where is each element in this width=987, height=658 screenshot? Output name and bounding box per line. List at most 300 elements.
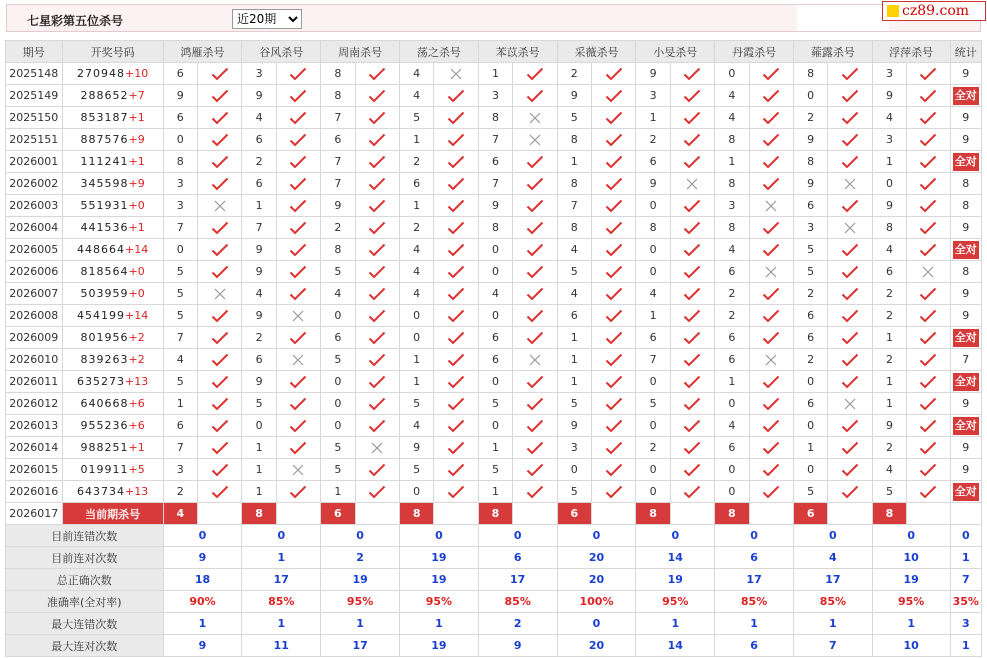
- draw-plus: +1: [128, 221, 145, 234]
- period-cell: 2026009: [6, 327, 63, 349]
- draw-code-cell: [62, 261, 163, 283]
- blank-cell: [907, 503, 950, 525]
- check-icon: [355, 129, 399, 151]
- kill-number-cell: 4: [400, 261, 434, 283]
- cross-icon: [907, 261, 950, 283]
- check-icon: [828, 371, 872, 393]
- draw-code-cell: [62, 151, 163, 173]
- column-header: 小旻杀号: [636, 41, 715, 63]
- cross-icon: [276, 349, 320, 371]
- kill-number-cell: 6: [163, 107, 197, 129]
- draw-code-cell: [62, 327, 163, 349]
- kill-number-cell: 1: [872, 327, 906, 349]
- draw-code-cell: [62, 393, 163, 415]
- check-icon: [749, 459, 793, 481]
- period-cell: 2026007: [6, 283, 63, 305]
- period-select[interactable]: [232, 9, 302, 29]
- kill-number-cell: 2: [872, 437, 906, 459]
- check-icon: [276, 283, 320, 305]
- period-cell: 2026003: [6, 195, 63, 217]
- kill-number-cell: 6: [321, 129, 355, 151]
- check-icon: [197, 349, 241, 371]
- current-kill-number: 8: [636, 503, 670, 525]
- table-row: [6, 261, 982, 283]
- summary-value: 20: [557, 635, 636, 657]
- kill-number-cell: 0: [793, 85, 827, 107]
- check-icon: [828, 415, 872, 437]
- current-kill-number: 8: [478, 503, 512, 525]
- header-strip: [797, 5, 889, 31]
- check-icon: [434, 173, 478, 195]
- current-kill-number: 8: [872, 503, 906, 525]
- check-icon: [591, 283, 635, 305]
- check-icon: [276, 195, 320, 217]
- check-icon: [355, 371, 399, 393]
- column-header: 丹霞杀号: [715, 41, 794, 63]
- kill-number-cell: 7: [478, 129, 512, 151]
- check-icon: [434, 459, 478, 481]
- summary-value: 17: [321, 635, 400, 657]
- check-icon: [907, 481, 950, 503]
- kill-number-cell: 2: [793, 349, 827, 371]
- summary-value: 20: [557, 569, 636, 591]
- site-logo[interactable]: [882, 1, 986, 21]
- cross-icon: [749, 261, 793, 283]
- kill-number-cell: 4: [715, 107, 749, 129]
- draw-code: 019911: [80, 463, 129, 476]
- summary-value: 14: [636, 547, 715, 569]
- check-icon: [591, 305, 635, 327]
- draw-code: 640668: [80, 397, 129, 410]
- summary-label: 目前连错次数: [6, 525, 164, 547]
- column-header: 周南杀号: [321, 41, 400, 63]
- check-icon: [670, 85, 714, 107]
- check-icon: [434, 217, 478, 239]
- stat-cell: [950, 85, 981, 107]
- summary-value: 20: [557, 547, 636, 569]
- kill-number-cell: 5: [400, 107, 434, 129]
- kill-number-cell: 6: [321, 327, 355, 349]
- check-icon: [197, 85, 241, 107]
- check-icon: [749, 107, 793, 129]
- kill-number-cell: 4: [400, 85, 434, 107]
- check-icon: [591, 393, 635, 415]
- column-header: 鸿雁杀号: [163, 41, 242, 63]
- draw-plus: +6: [128, 419, 145, 432]
- logo-square-icon: [887, 5, 899, 17]
- summary-value: 1: [321, 613, 400, 635]
- draw-code-cell: [62, 305, 163, 327]
- kill-number-cell: 0: [321, 393, 355, 415]
- kill-number-cell: 9: [242, 239, 276, 261]
- column-header: 采薇杀号: [557, 41, 636, 63]
- kill-number-cell: 6: [715, 327, 749, 349]
- kill-number-cell: 0: [636, 239, 670, 261]
- kill-number-cell: 5: [872, 481, 906, 503]
- kill-number-cell: 0: [636, 195, 670, 217]
- table-row: [6, 195, 982, 217]
- kill-number-cell: 5: [400, 459, 434, 481]
- all-correct-badge: 全对: [953, 373, 979, 391]
- check-icon: [828, 129, 872, 151]
- check-icon: [355, 195, 399, 217]
- kill-number-cell: 8: [321, 63, 355, 85]
- check-icon: [828, 63, 872, 85]
- draw-code-cell: [62, 217, 163, 239]
- check-icon: [591, 459, 635, 481]
- period-cell: 2026006: [6, 261, 63, 283]
- summary-value: 19: [636, 569, 715, 591]
- kill-number-cell: 0: [321, 415, 355, 437]
- table-row: [6, 481, 982, 503]
- summary-value: 11: [242, 635, 321, 657]
- check-icon: [907, 371, 950, 393]
- table-row: [6, 283, 982, 305]
- check-icon: [197, 437, 241, 459]
- check-icon: [513, 85, 557, 107]
- check-icon: [276, 107, 320, 129]
- summary-value: 1: [793, 613, 872, 635]
- blank-cell: [749, 503, 793, 525]
- kill-number-cell: 9: [242, 85, 276, 107]
- summary-value: 85%: [478, 591, 557, 613]
- summary-value: 0: [400, 525, 479, 547]
- check-icon: [591, 415, 635, 437]
- check-icon: [907, 195, 950, 217]
- check-icon: [355, 283, 399, 305]
- stat-cell: [950, 327, 981, 349]
- kill-number-cell: 3: [163, 173, 197, 195]
- kill-number-cell: 0: [715, 459, 749, 481]
- table-row: [6, 85, 982, 107]
- column-header: 浮萍杀号: [872, 41, 950, 63]
- draw-code-cell: [62, 239, 163, 261]
- summary-label: 最大连对次数: [6, 635, 164, 657]
- kill-number-cell: 7: [557, 195, 591, 217]
- kill-number-cell: 1: [163, 393, 197, 415]
- stat-cell: 9: [950, 437, 981, 459]
- summary-value: 85%: [715, 591, 794, 613]
- kill-number-cell: 0: [793, 371, 827, 393]
- draw-code: 111241: [80, 155, 129, 168]
- draw-code-cell: [62, 437, 163, 459]
- check-icon: [828, 349, 872, 371]
- kill-number-cell: 2: [715, 283, 749, 305]
- summary-value: 17: [715, 569, 794, 591]
- check-icon: [513, 217, 557, 239]
- stat-cell: 9: [950, 459, 981, 481]
- table-row: [6, 459, 982, 481]
- current-kill-label: 当前期杀号: [62, 503, 163, 525]
- cross-icon: [513, 107, 557, 129]
- period-cell: 2026012: [6, 393, 63, 415]
- kill-number-cell: 4: [163, 349, 197, 371]
- column-header: 荡之杀号: [400, 41, 479, 63]
- kill-number-cell: 2: [321, 217, 355, 239]
- check-icon: [355, 349, 399, 371]
- kill-number-cell: 2: [793, 283, 827, 305]
- kill-number-cell: 6: [715, 261, 749, 283]
- kill-number-cell: 0: [715, 63, 749, 85]
- summary-value: 17: [793, 569, 872, 591]
- check-icon: [591, 151, 635, 173]
- cross-icon: [828, 393, 872, 415]
- cross-icon: [197, 283, 241, 305]
- table-row: [6, 239, 982, 261]
- summary-value: 19: [400, 547, 479, 569]
- check-icon: [276, 63, 320, 85]
- summary-value: 9: [478, 635, 557, 657]
- kill-number-cell: 7: [478, 173, 512, 195]
- kill-number-cell: 5: [321, 459, 355, 481]
- check-icon: [434, 349, 478, 371]
- period-cell: 2026014: [6, 437, 63, 459]
- table-header-row: [6, 41, 982, 63]
- kill-number-cell: 6: [400, 173, 434, 195]
- kill-number-cell: 7: [163, 327, 197, 349]
- kill-number-cell: 1: [400, 371, 434, 393]
- all-correct-badge: 全对: [953, 329, 979, 347]
- check-icon: [355, 239, 399, 261]
- kill-number-cell: 0: [715, 393, 749, 415]
- summary-value: 10: [872, 635, 950, 657]
- cross-icon: [434, 63, 478, 85]
- kill-number-cell: 2: [400, 217, 434, 239]
- summary-value: 0: [636, 525, 715, 547]
- summary-value: 1: [400, 613, 479, 635]
- kill-number-cell: 3: [636, 85, 670, 107]
- cross-icon: [197, 195, 241, 217]
- check-icon: [907, 85, 950, 107]
- stat-cell: 9: [950, 129, 981, 151]
- kill-number-cell: 1: [715, 151, 749, 173]
- kill-number-cell: 6: [242, 129, 276, 151]
- kill-number-cell: 1: [478, 63, 512, 85]
- kill-number-cell: 5: [321, 437, 355, 459]
- blank-cell: [355, 503, 399, 525]
- check-icon: [591, 239, 635, 261]
- stat-cell: 9: [950, 305, 981, 327]
- kill-number-cell: 5: [242, 393, 276, 415]
- kill-number-cell: 4: [400, 415, 434, 437]
- check-icon: [276, 481, 320, 503]
- kill-number-cell: 5: [163, 305, 197, 327]
- check-icon: [355, 85, 399, 107]
- kill-number-cell: 9: [242, 261, 276, 283]
- check-icon: [749, 393, 793, 415]
- draw-code: 448664: [76, 243, 125, 256]
- kill-number-cell: 5: [321, 261, 355, 283]
- check-icon: [434, 305, 478, 327]
- draw-plus: +0: [128, 265, 145, 278]
- table-row: [6, 107, 982, 129]
- kill-number-cell: 1: [242, 459, 276, 481]
- kill-number-cell: 6: [793, 393, 827, 415]
- draw-code: 955236: [80, 419, 129, 432]
- period-cell: 2026005: [6, 239, 63, 261]
- draw-code-cell: [62, 173, 163, 195]
- period-cell: 2026013: [6, 415, 63, 437]
- kill-number-cell: 6: [478, 349, 512, 371]
- check-icon: [670, 481, 714, 503]
- draw-plus: +5: [128, 463, 145, 476]
- kill-number-cell: 9: [557, 85, 591, 107]
- draw-code: 441536: [80, 221, 129, 234]
- kill-number-cell: 6: [163, 415, 197, 437]
- blank-cell: [197, 503, 241, 525]
- kill-number-cell: 9: [478, 195, 512, 217]
- check-icon: [828, 85, 872, 107]
- summary-value: 3: [950, 613, 981, 635]
- kill-number-cell: 8: [557, 217, 591, 239]
- kill-number-cell: 4: [478, 283, 512, 305]
- kill-number-cell: 0: [478, 261, 512, 283]
- kill-number-cell: 6: [636, 327, 670, 349]
- kill-number-cell: 0: [163, 129, 197, 151]
- kill-number-cell: 1: [557, 151, 591, 173]
- draw-plus: +0: [128, 287, 145, 300]
- summary-value: 0: [242, 525, 321, 547]
- draw-code: 551931: [80, 199, 129, 212]
- draw-code: 635273: [76, 375, 125, 388]
- summary-value: 95%: [321, 591, 400, 613]
- check-icon: [276, 371, 320, 393]
- check-icon: [276, 415, 320, 437]
- kill-number-cell: 0: [242, 415, 276, 437]
- check-icon: [355, 415, 399, 437]
- kill-number-cell: 9: [321, 195, 355, 217]
- check-icon: [355, 173, 399, 195]
- kill-number-cell: 0: [636, 415, 670, 437]
- summary-value: 0: [478, 525, 557, 547]
- check-icon: [749, 239, 793, 261]
- current-kill-number: 6: [793, 503, 827, 525]
- summary-value: 95%: [636, 591, 715, 613]
- summary-value: 6: [715, 635, 794, 657]
- summary-value: 0: [557, 613, 636, 635]
- column-header: 期号: [6, 41, 63, 63]
- check-icon: [434, 371, 478, 393]
- stat-cell: 8: [950, 195, 981, 217]
- check-icon: [591, 371, 635, 393]
- current-kill-number: 8: [242, 503, 276, 525]
- summary-value: 0: [793, 525, 872, 547]
- check-icon: [907, 415, 950, 437]
- blank-cell: [591, 503, 635, 525]
- check-icon: [828, 107, 872, 129]
- check-icon: [670, 327, 714, 349]
- kill-number-cell: 0: [793, 415, 827, 437]
- check-icon: [591, 261, 635, 283]
- kill-number-cell: 4: [557, 283, 591, 305]
- kill-number-cell: 8: [557, 129, 591, 151]
- draw-plus: +0: [128, 199, 145, 212]
- check-icon: [670, 195, 714, 217]
- kill-number-cell: 1: [636, 305, 670, 327]
- check-icon: [670, 415, 714, 437]
- kill-number-cell: 5: [557, 393, 591, 415]
- kill-number-cell: 8: [557, 173, 591, 195]
- check-icon: [670, 437, 714, 459]
- check-icon: [749, 437, 793, 459]
- kill-number-cell: 3: [242, 63, 276, 85]
- draw-plus: +2: [128, 353, 145, 366]
- period-cell: 2025149: [6, 85, 63, 107]
- table-row: [6, 151, 982, 173]
- check-icon: [907, 151, 950, 173]
- kill-number-cell: 2: [793, 107, 827, 129]
- kill-number-cell: 6: [715, 437, 749, 459]
- check-icon: [591, 327, 635, 349]
- check-icon: [197, 63, 241, 85]
- kill-number-cell: 0: [557, 459, 591, 481]
- kill-number-cell: 4: [400, 239, 434, 261]
- cross-icon: [828, 173, 872, 195]
- check-icon: [197, 393, 241, 415]
- summary-row: [6, 547, 982, 569]
- draw-code-cell: [62, 129, 163, 151]
- check-icon: [907, 305, 950, 327]
- summary-value: 1: [163, 613, 242, 635]
- kill-number-cell: 4: [636, 283, 670, 305]
- draw-plus: +14: [124, 243, 149, 256]
- draw-plus: +13: [124, 485, 149, 498]
- table-row: [6, 349, 982, 371]
- check-icon: [434, 129, 478, 151]
- header-bar: [6, 4, 981, 32]
- cross-icon: [355, 437, 399, 459]
- check-icon: [670, 371, 714, 393]
- kill-number-cell: 5: [163, 283, 197, 305]
- kill-number-cell: 5: [400, 393, 434, 415]
- check-icon: [276, 437, 320, 459]
- check-icon: [513, 481, 557, 503]
- check-icon: [749, 217, 793, 239]
- check-icon: [907, 239, 950, 261]
- check-icon: [434, 85, 478, 107]
- kill-number-cell: 4: [872, 459, 906, 481]
- kill-number-cell: 6: [478, 327, 512, 349]
- kill-number-cell: 0: [400, 481, 434, 503]
- kill-number-cell: 5: [163, 261, 197, 283]
- check-icon: [276, 85, 320, 107]
- check-icon: [513, 261, 557, 283]
- draw-plus: +9: [128, 133, 145, 146]
- summary-label: 最大连错次数: [6, 613, 164, 635]
- check-icon: [670, 107, 714, 129]
- kill-number-cell: 8: [321, 85, 355, 107]
- check-icon: [197, 107, 241, 129]
- blank-cell: [950, 503, 981, 525]
- check-icon: [276, 151, 320, 173]
- summary-row: [6, 635, 982, 657]
- summary-value: 19: [400, 635, 479, 657]
- kill-number-cell: 4: [400, 63, 434, 85]
- check-icon: [513, 305, 557, 327]
- kill-number-cell: 2: [242, 327, 276, 349]
- draw-code-cell: [62, 349, 163, 371]
- table-row: [6, 393, 982, 415]
- check-icon: [670, 63, 714, 85]
- kill-number-cell: 0: [321, 371, 355, 393]
- draw-plus: +10: [124, 67, 149, 80]
- kill-number-cell: 9: [242, 371, 276, 393]
- kill-number-cell: 6: [478, 151, 512, 173]
- kill-number-cell: 1: [321, 481, 355, 503]
- kill-number-cell: 7: [636, 349, 670, 371]
- kill-number-cell: 1: [715, 371, 749, 393]
- check-icon: [197, 129, 241, 151]
